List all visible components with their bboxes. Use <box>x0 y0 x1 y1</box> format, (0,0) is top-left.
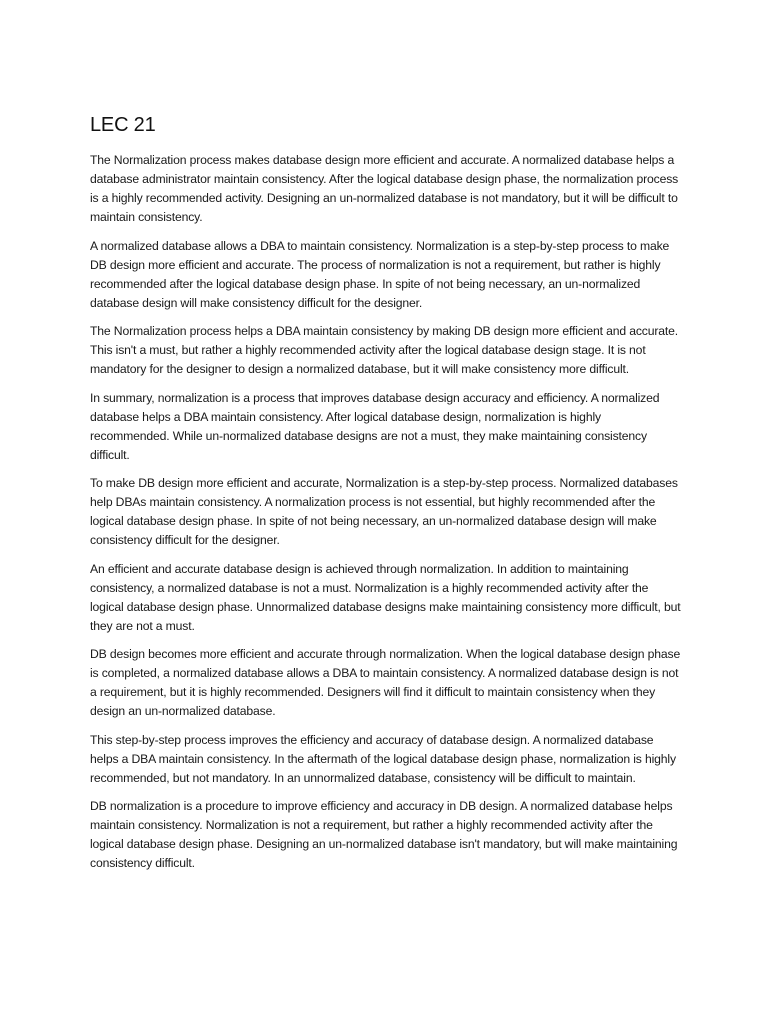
paragraph: To make DB design more efficient and accurate, Normalization is a step-by-step process. Normalized databases help DBAs maintain consistency. A normalization process is not essential, but highly recommended after the logical database design phase. In spite of not being necessary, an un-normalized database design will make consistency difficult for the designer. <box>90 476 678 547</box>
paragraph: In summary, normalization is a process that improves database design accuracy and efficiency. A normalized database helps a DBA maintain consistency. After logical database design, normalization is highly recommended. While un-normalized database designs are not a must, they make maintaining consistency difficult. <box>90 390 660 462</box>
page-title: LEC 21 <box>90 114 156 136</box>
paragraph: The Normalization process makes database design more efficient and accurate. A normalized database helps a database administrator maintain consistency. After the logical database design phase, the normalization process is a highly recommended activity. Designing an un-normalized database is not mandatory, but it will be difficult to maintain consistency. <box>90 153 679 224</box>
paragraph: A normalized database allows a DBA to maintain consistency. Normalization is a step-by-step process to make DB design more efficient and accurate. The process of normalization is not a requirement, but rather is highly recommended after the logical database design phase. In spite of not being necessary, an un-normalized database design will make consistency difficult for the designer. <box>90 238 670 310</box>
paragraph: DB normalization is a procedure to improve efficiency and accuracy in DB design. A normalized database helps maintain consistency. Normalization is not a requirement, but rather a highly recommended activity after the logical database design phase. Designing an un-normalized database isn't mandatory, but will make maintaining consistency difficult. <box>90 799 678 870</box>
paragraph: An efficient and accurate database design is achieved through normalization. In addition to maintaining consistency, a normalized database is not a must. Normalization is a highly recommended activity after the logical database design phase. Unnormalized database designs make maintaining consistency more difficult, but they are not a must. <box>90 561 681 633</box>
document-body <box>90 112 682 883</box>
paragraph: The Normalization process helps a DBA maintain consistency by making DB design more efficient and accurate. This isn't a must, but rather a highly recommended activity after the logical database design stage. It is not mandatory for the designer to design a normalized database, but it will make consistency more difficult. <box>90 324 678 376</box>
paragraph: DB design becomes more efficient and accurate through normalization. When the logical database design phase is completed, a normalized database allows a DBA to maintain consistency. A normalized database design is not a requirement, but it is highly recommended. Designers will find it difficult to maintain consistency when they design an un-normalized database. <box>90 647 681 718</box>
paragraph: This step-by-step process improves the efficiency and accuracy of database design. A normalized database helps a DBA maintain consistency. In the aftermath of the logical database design phase, normalization is highly recommended, but not mandatory. In an unnormalized database, consistency will be difficult to maintain. <box>90 732 676 785</box>
